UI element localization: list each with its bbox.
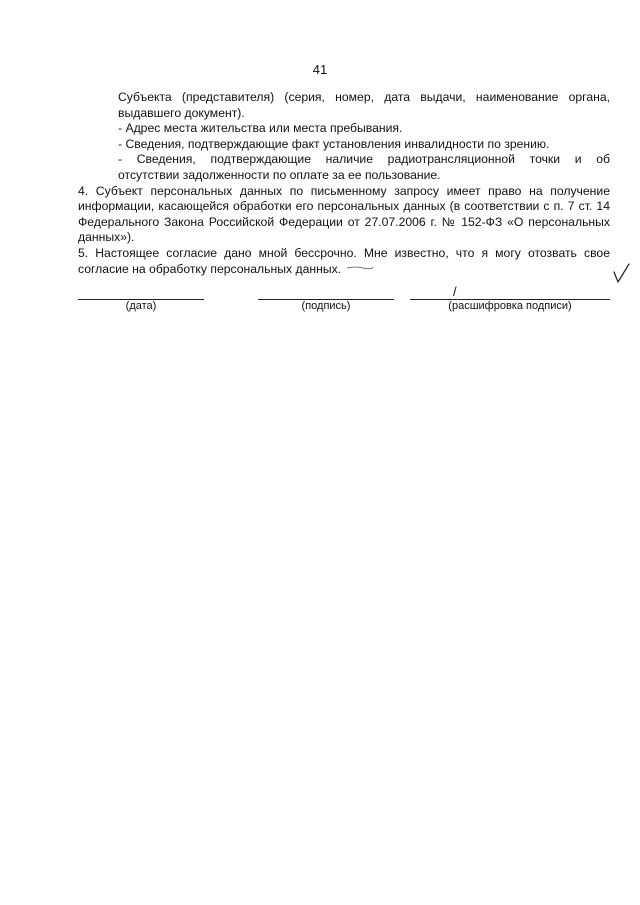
paragraph-5-consent-indefinite: 5. Настоящее согласие дано мной бессрочно. Мне известно, что я могу отозвать свое согласие на обработку персональных данных. bbox=[78, 245, 610, 276]
list-item-address: - Адрес места жительства или места пребывания. bbox=[118, 121, 403, 136]
handwritten-mark bbox=[345, 262, 375, 272]
list-item-radio-point: - Сведения, подтверждающие наличие радиотрансляционной точки и об bbox=[118, 152, 610, 167]
date-caption: (дата) bbox=[125, 300, 157, 312]
paragraph-document-continuation: Субъекта (представителя) (серия, номер, дата выдачи, наименование органа, выдавшего документ). bbox=[118, 90, 610, 120]
decoding-slash: / bbox=[453, 284, 457, 299]
paragraph-4-right-to-information: 4. Субъект персональных данных по письменному запросу имеет право на получение информации, касающейся обработки его персональных данных (в соответствии с п. 7 ст. 14 Федерального Закона Российской Федерации от 27.07.2006 г. № 152-ФЗ «О персональных данных»). bbox=[78, 183, 610, 245]
list-item-disability: - Сведения, подтверждающие факт установления инвалидности по зрению. bbox=[118, 136, 550, 151]
decoding-caption: (расшифровка подписи) bbox=[448, 300, 572, 312]
document-body bbox=[78, 90, 610, 277]
signature-row bbox=[0, 284, 640, 317]
signature-caption: (подпись) bbox=[301, 300, 351, 312]
list-item-radio-point-continuation: отсутствии задолженности по оплате за ее пользование. bbox=[118, 167, 441, 182]
handwritten-check-mark-icon bbox=[612, 262, 632, 286]
page-number: 41 bbox=[312, 62, 328, 77]
